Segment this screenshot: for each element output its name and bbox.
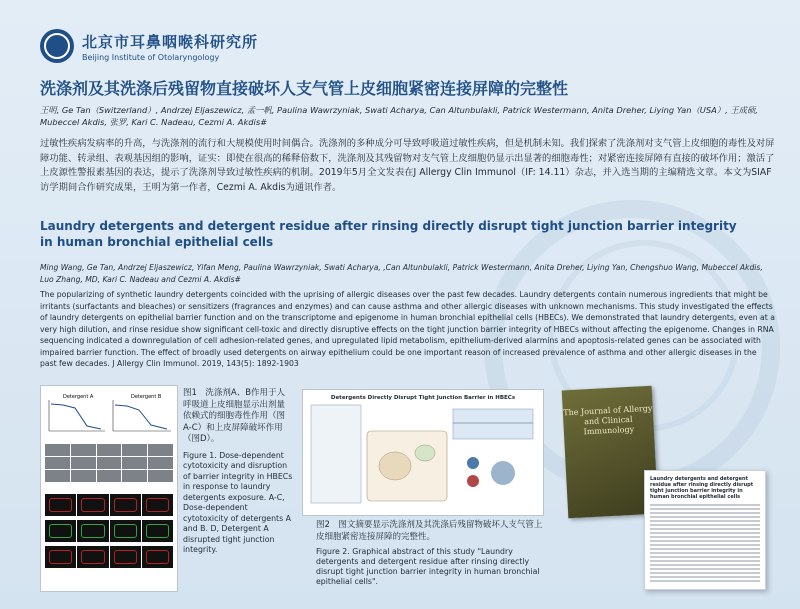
figure1-caption	[183, 388, 293, 556]
authors-cn: 王明, Ge Tan（Switzerland）, Andrzej Eljaszewicz, 孟一帆, Paulina Wawrzyniak, Swati Acharya, Can Altunbulakli, Patrick Westermann, Anita Dreher, Liying Yan（USA）, 王成硕, Mubeccel Akdis, 张罗, Kari C. Nadeau, Cezmi A. Akdis#	[40, 105, 758, 127]
figure1-caption-en: Figure 1. Dose-dependent cytotoxicity and disruption of barrier integrity in HBECs in response to laundry detergents exposure. A-C, Dose-dependent cytotoxicity of detergents A and B. D, Detergent A disrupted tight junction integrity.	[183, 450, 293, 554]
figure1-line-charts	[41, 386, 177, 441]
abstract-cn: 过敏性疾病发病率的升高，与洗涤剂的流行和大规模使用时间偶合。洗涤剂的多种成分可导致呼吸道过敏性疾病，但是机制未知。我们探索了洗涤剂对支气管上皮细胞的毒性及对屏障功能、转录组、表观基因组的影响，证实：即使在很高的稀释倍数下，洗涤剂及其残留物对支气管上皮细胞仍显示出显著的细胞毒性；对紧密连接屏障有直接的破坏作用；激活了上皮源性警报素基因的表达，提示了洗涤剂导致过敏性疾病的机制。2019年5月全文发表在J Allergy Clin Immunol（IF: 14.11）杂志，并入选当期的主编精选文章。本文为SIAF访学期间合作研究成果，王明为第一作者，Cezmi A. Akdis为通讯作者。	[40, 138, 775, 193]
authors-en: Ming Wang, Ge Tan, Andrzej Eljaszewicz, Yifan Meng, Paulina Wawrzyniak, Swati Acharya, ,Can Altunbulakli, Patrick Westermann, Anita Dreher, Liying Yan, Chengshuo Wang, Mubeccel Akdis, Luo Zhang, MD, Kari C. Nadeau and Cezmi A. Akdis#	[40, 263, 763, 284]
figure2-graphic-title: Detergents Directly Disrupt Tight Junction Barrier in HBECs	[330, 395, 516, 401]
figure2-caption-cn: 图2 图文摘要显示洗涤剂及其洗涤后残留物破坏人支气管上皮细胞紧密连接屏障的完整性。	[316, 520, 543, 542]
abstract-en: The popularizing of synthetic laundry detergents coincided with the uprising of allergic diseases over the past few decades. Laundry detergents contain numerous ingredients that might be irritants (surfactants and bleaches) or sensitizers (fragrances and enzymes) and can cause asthma and other allergic diseases with unknown mechanisms. This study investigated the effects of laundry detergents on epithelial barrier function and on the transcriptome and epigenome in human bronchial epithelial cells (HBECs). We demonstrated that laundry detergents, even at a very high dilution, and rinse residue show significant cell-toxic and directly disruptive effects on the tight junction barrier integrity of HBECs without affecting the epigenome. Changes in RNA sequencing indicated a downregulation of cell adhesion-related genes, and upregulated lipid metabolism, epithelium-derived alarmins and apoptosis-related genes can be associated with impaired barrier function. The effect of broadly used detergents on airway epithelium could be one important reason of increased prevalence of asthma and other allergic diseases in the past few decades. J Allergy Clin Immunol. 2019, 143(5): 1892-1903	[40, 290, 775, 368]
figure2-graphical-abstract	[302, 389, 544, 516]
institute-logo-icon	[40, 29, 74, 63]
institute-name-cn: 北京市耳鼻咽喉科研究所	[82, 32, 259, 51]
figure2-diagram	[303, 401, 543, 509]
figure2-caption	[316, 520, 546, 587]
article-text-lines	[645, 504, 765, 582]
title-en: Laundry detergents and detergent residue after rinsing directly disrupt tight junction barrier integrity in human bronchial epithelial cells	[40, 219, 737, 249]
journal-cover-title: The Journal of Allergy and Clinical Immunology	[563, 403, 653, 437]
panel-b-label: Detergent B	[131, 394, 162, 400]
figure1-caption-cn: 图1 洗涤剂A、B作用于人呼吸道上皮细胞显示出剂量依赖式的细胞毒性作用（图A-C）和上皮屏障破坏作用（图D）。	[183, 388, 286, 444]
figure1-fluorescence-red	[45, 494, 173, 516]
figure1-micrographs	[45, 444, 173, 482]
figure1-fluorescence-merge	[45, 546, 173, 568]
figure2-caption-en: Figure 2. Graphical abstract of this study "Laundry detergents and detergent residue after rinsing directly disrupt tight junction barrier integrity in human bronchial epithelial cells".	[316, 547, 540, 586]
article-title: Laundry detergents and detergent residue after rinsing directly disrupt tight junction barrier integrity in human bronchial epithelial cells	[650, 476, 754, 500]
institute-name-en: Beijing Institute of Otolaryngology	[82, 52, 220, 62]
institute-header	[40, 28, 258, 64]
figure1-image	[40, 385, 178, 592]
panel-a-label: Detergent A	[63, 394, 94, 400]
title-cn: 洗涤剂及其洗涤后残留物直接破坏人支气管上皮细胞紧密连接屏障的完整性	[40, 79, 569, 98]
figure1-fluorescence-green	[45, 520, 173, 542]
article-first-page	[644, 470, 766, 590]
